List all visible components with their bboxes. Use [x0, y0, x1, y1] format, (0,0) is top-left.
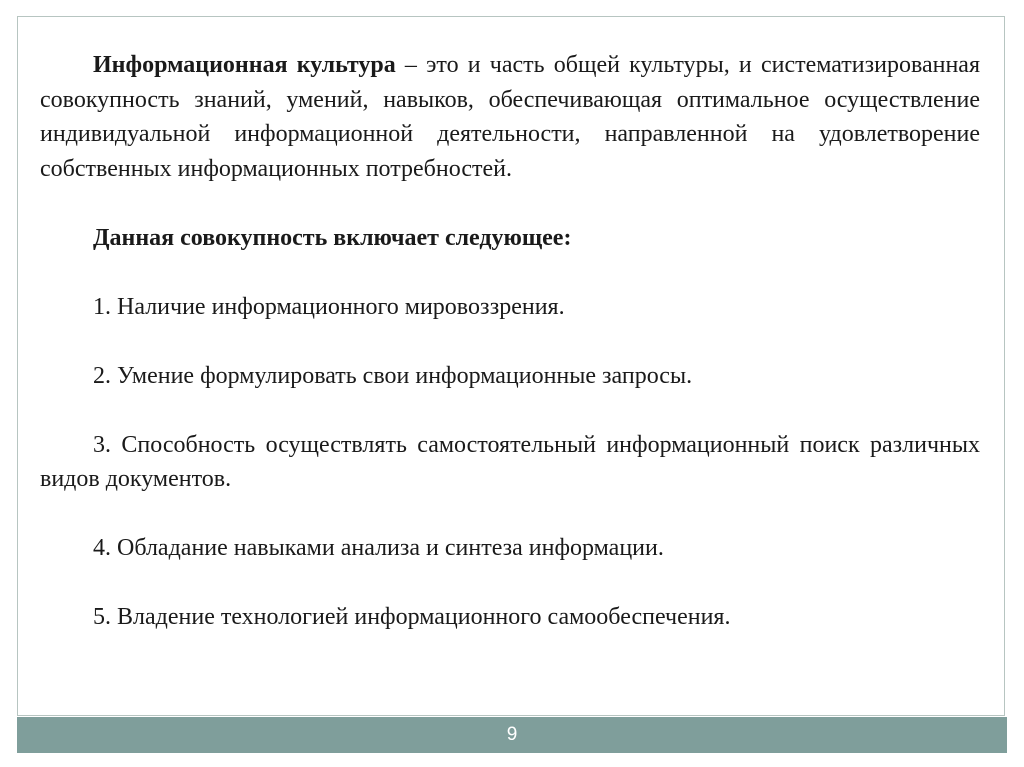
definition-term: Информационная культура	[93, 52, 396, 78]
list-item-2: 2. Умение формулировать свои информационные запросы.	[93, 362, 693, 389]
list-item-1: 1. Наличие информационного мировоззрения.	[93, 293, 565, 320]
list-heading: Данная совокупность включает следующее:	[93, 224, 572, 251]
slide-content	[40, 48, 980, 635]
page-number: 9	[506, 724, 518, 745]
list-item-5: 5. Владение технологией информационного самообеспечения.	[93, 604, 731, 630]
list-item-4: 4. Обладание навыками анализа и синтеза информации.	[93, 535, 664, 561]
definition-paragraph	[40, 48, 980, 186]
definition-text: – это и часть общей культуры, и систематизированная совокупность знаний, умений, навыков, обеспечивающая оптимальное осуществление индивидуальной информационной деятельности, направленной на удовлетворение собственных информационных потребностей.	[40, 52, 980, 182]
footer-bar	[17, 717, 1007, 753]
list-item-3: 3. Способность осуществлять самостоятельный информационный поиск различных видов документов.	[40, 431, 980, 492]
